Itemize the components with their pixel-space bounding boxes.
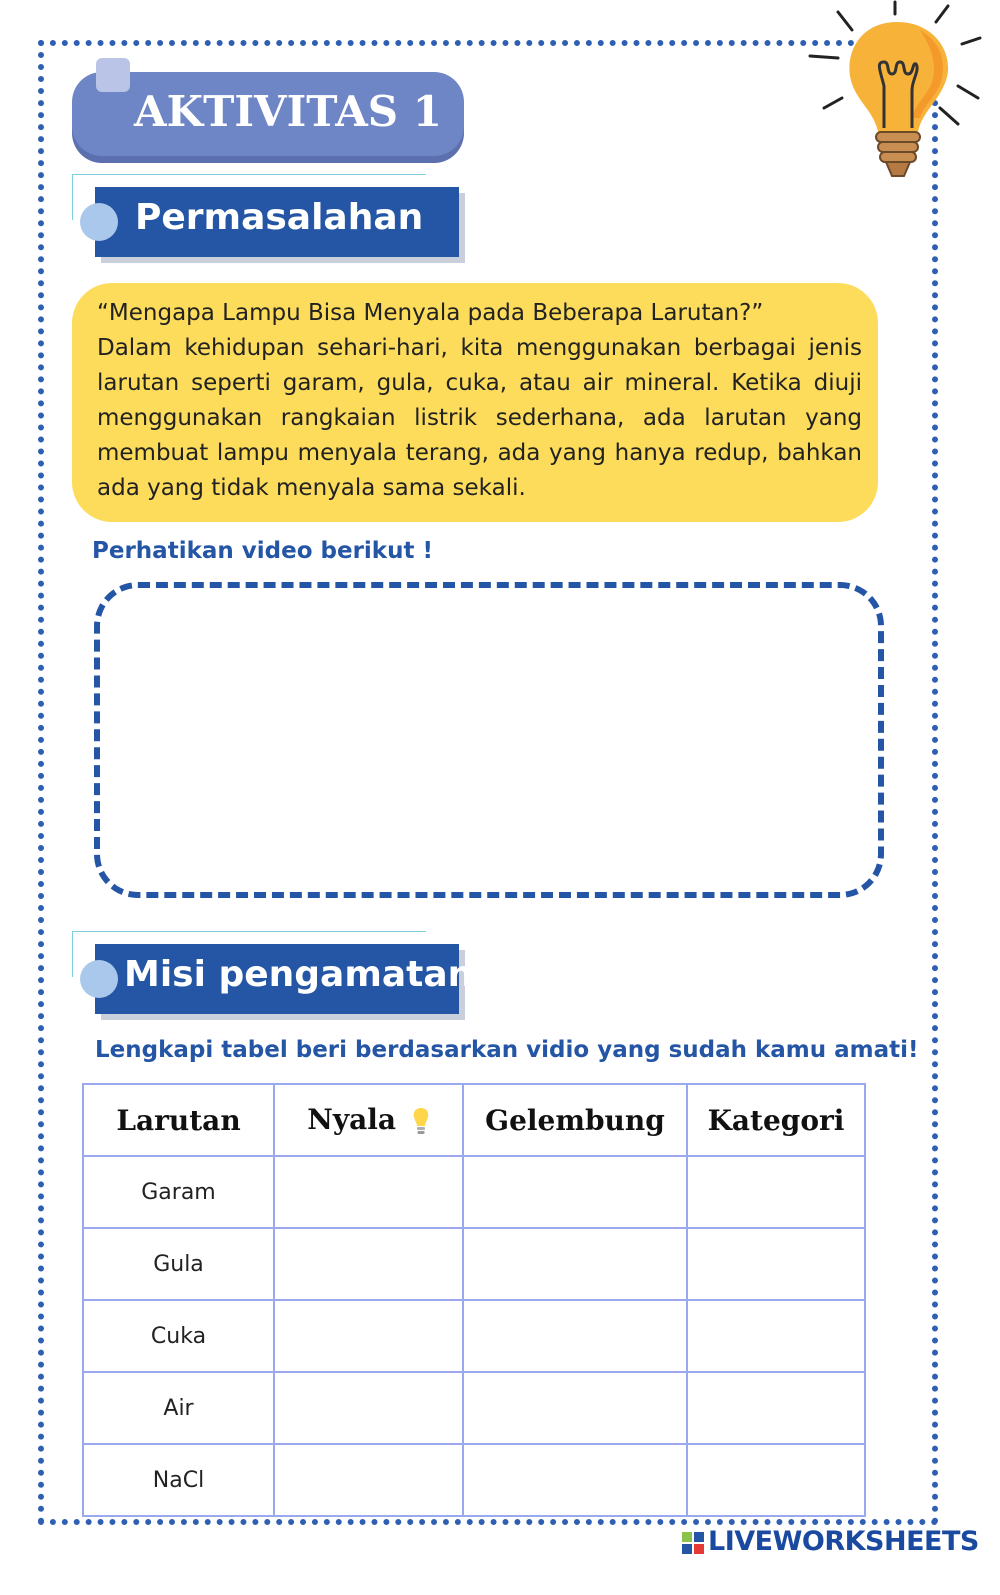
cell-larutan: NaCl [83,1444,274,1516]
cell-gelembung-input[interactable] [463,1444,687,1516]
table-header-row [83,1084,865,1156]
mission-instruction: Lengkapi tabel beri berdasarkan vidio yang sudah kamu amati! [95,1037,919,1063]
cell-larutan: Air [83,1372,274,1444]
header-kategori: Kategori [687,1084,865,1156]
cell-kategori-input[interactable] [687,1444,865,1516]
mission-heading: Misi pengamatan [124,954,474,995]
table-row [83,1444,865,1516]
cell-larutan: Gula [83,1228,274,1300]
cell-nyala-input[interactable] [274,1156,463,1228]
cell-gelembung-input[interactable] [463,1228,687,1300]
header-gelembung: Gelembung [463,1084,687,1156]
table-row [83,1300,865,1372]
cell-kategori-input[interactable] [687,1156,865,1228]
video-placeholder[interactable] [94,582,884,898]
activity-title: AKTIVITAS 1 [134,87,442,136]
header-nyala [274,1084,463,1156]
problem-body: Dalam kehidupan sehari-hari, kita menggunakan berbagai jenis larutan seperti garam, gula, cuka, atau air mineral. Ketika diuji menggunakan rangkaian listrik sederhana, ada larutan yang membuat lampu menyala terang, ada yang hanya redup, bahkan ada yang tidak menyala sama sekali. [97,335,862,501]
liveworksheets-logo-icon [682,1532,704,1554]
table-row [83,1156,865,1228]
table-row [83,1228,865,1300]
header-nyala-label: Nyala [307,1103,397,1137]
cell-kategori-input[interactable] [687,1372,865,1444]
cell-nyala-input[interactable] [274,1300,463,1372]
cell-larutan: Cuka [83,1300,274,1372]
cell-gelembung-input[interactable] [463,1300,687,1372]
header-larutan: Larutan [83,1084,274,1156]
cell-nyala-input[interactable] [274,1444,463,1516]
table-row [83,1372,865,1444]
cell-nyala-input[interactable] [274,1228,463,1300]
problem-question: “Mengapa Lampu Bisa Menyala pada Beberapa Larutan?” [97,300,764,326]
cell-kategori-input[interactable] [687,1300,865,1372]
problem-heading-dot [80,203,118,241]
cell-gelembung-input[interactable] [463,1372,687,1444]
lightbulb-icon [800,0,990,190]
cell-gelembung-input[interactable] [463,1156,687,1228]
cell-nyala-input[interactable] [274,1372,463,1444]
cell-larutan: Garam [83,1156,274,1228]
liveworksheets-text: LIVEWORKSHEETS [708,1526,979,1557]
mission-heading-dot [80,960,118,998]
problem-heading: Permasalahan [135,197,424,238]
cell-kategori-input[interactable] [687,1228,865,1300]
lightbulb-icon [412,1107,430,1137]
video-prompt: Perhatikan video berikut ! [92,538,433,564]
observation-table [82,1083,866,1517]
